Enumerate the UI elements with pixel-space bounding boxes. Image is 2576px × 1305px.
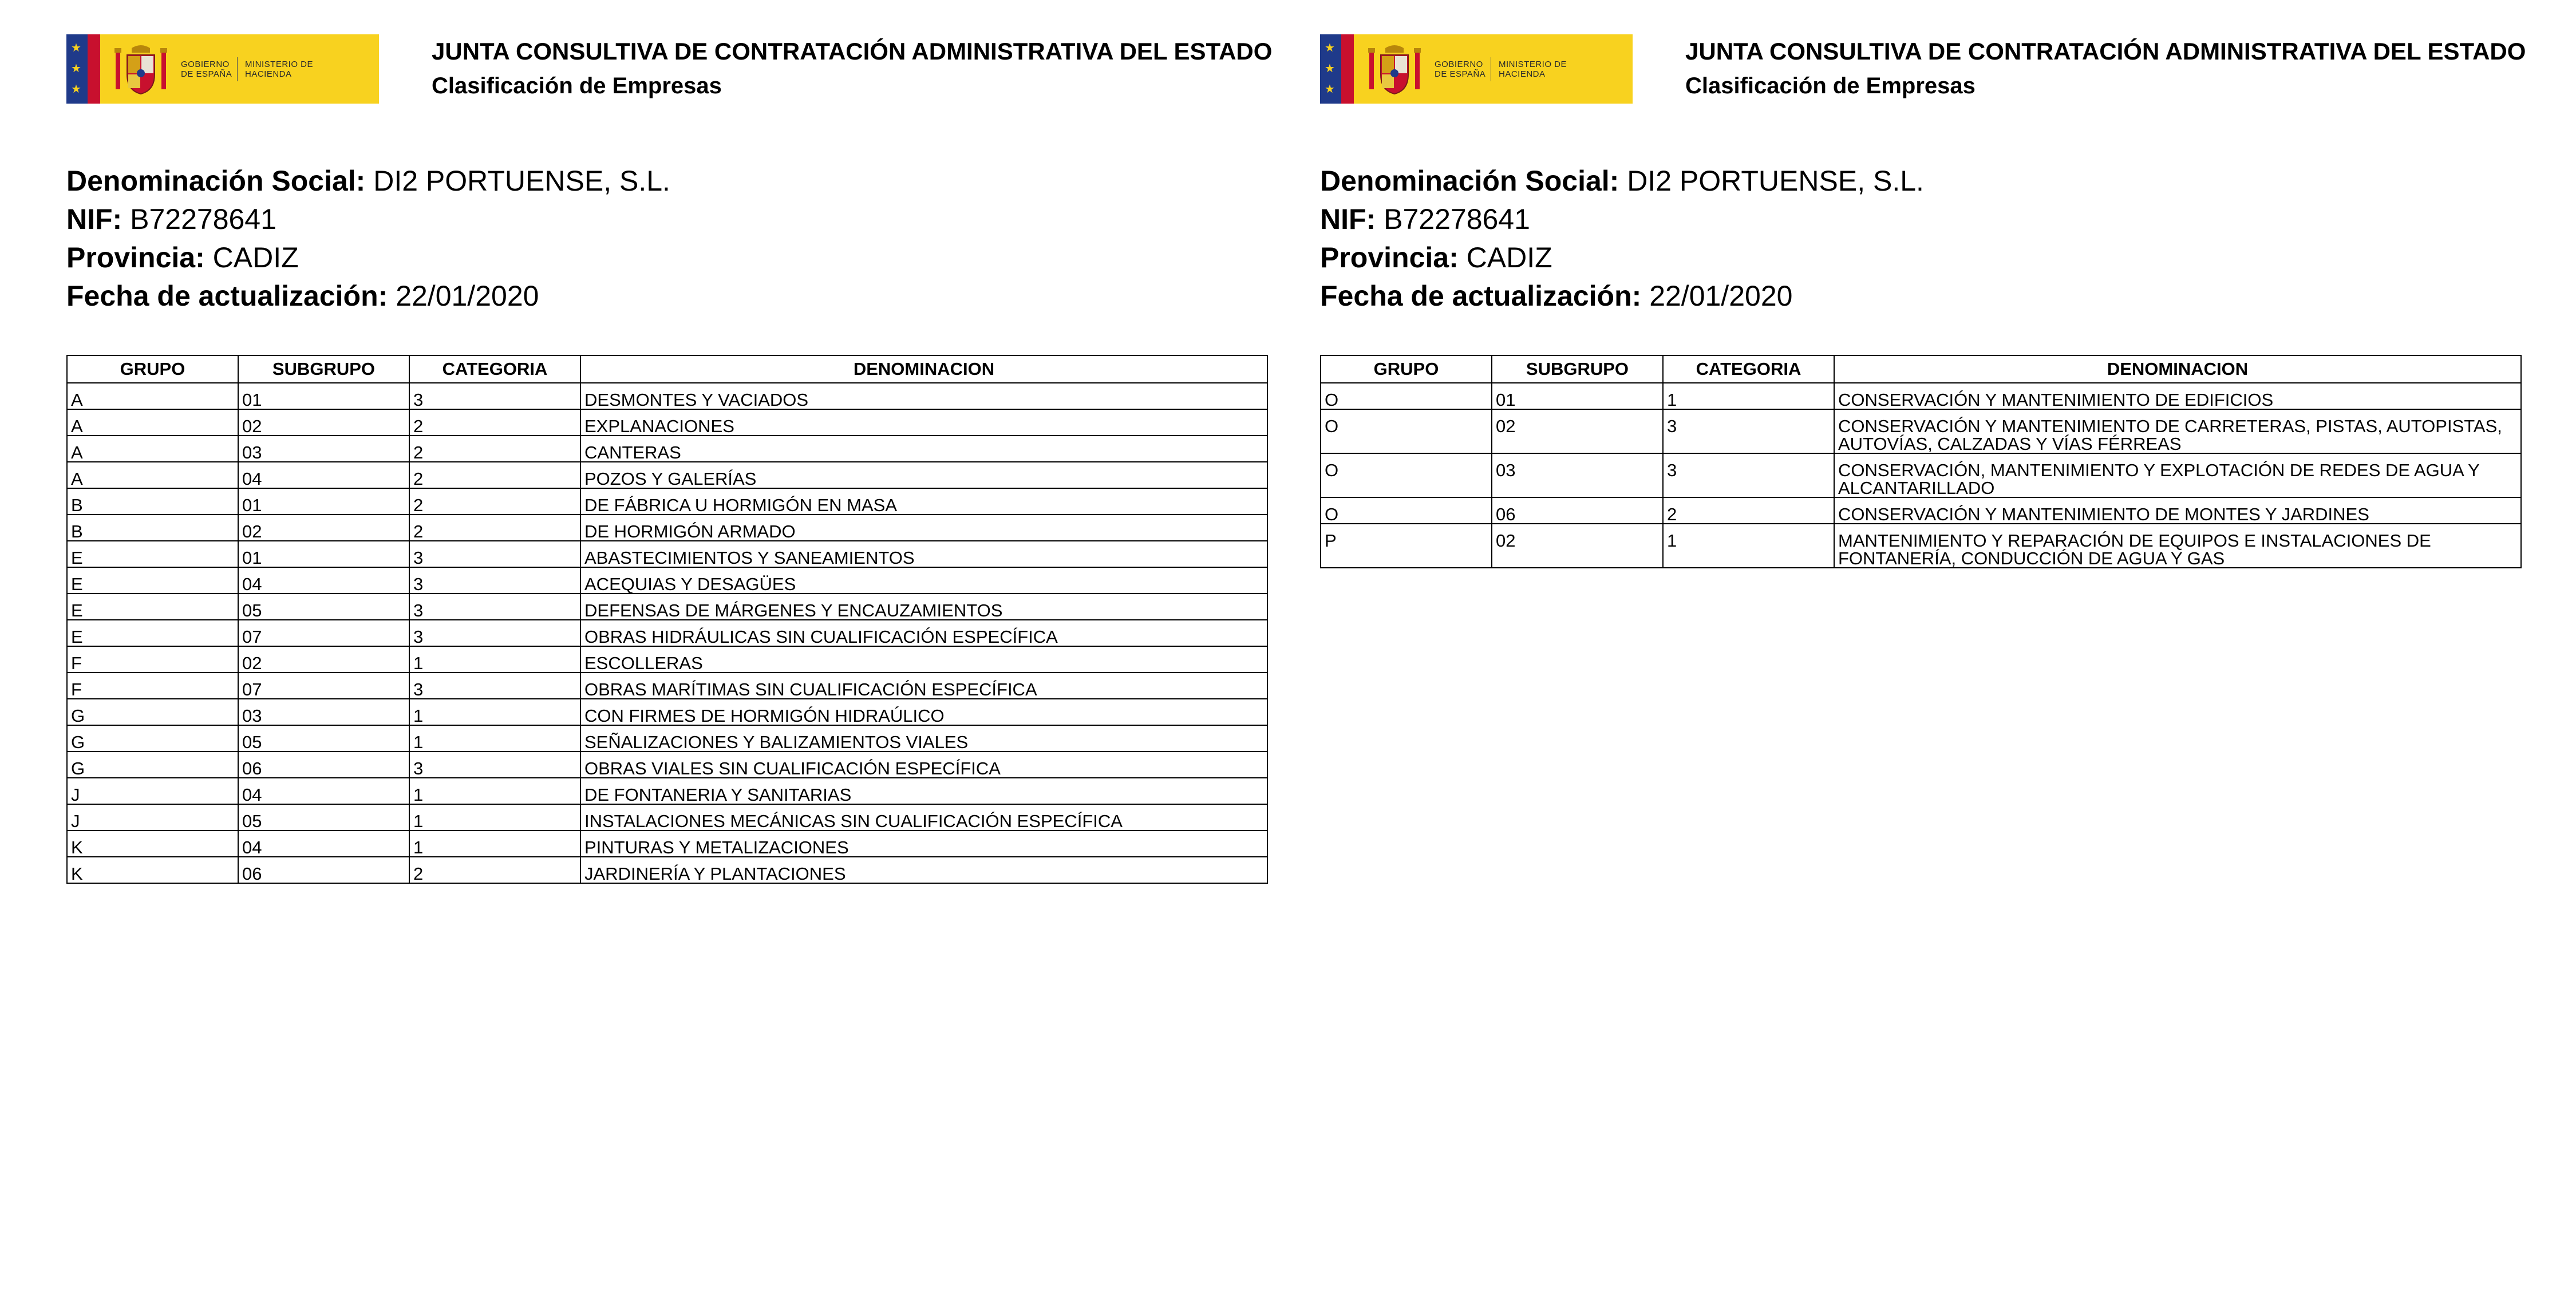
cell-grupo: F: [67, 673, 238, 699]
nif-label: NIF:: [66, 203, 123, 235]
cell-subgrupo: 07: [238, 673, 409, 699]
cell-categoria: 3: [409, 541, 580, 567]
cell-denominacion: OBRAS HIDRÁULICAS SIN CUALIFICACIÓN ESPECÍFICA: [580, 620, 1267, 646]
cell-denominacion: PINTURAS Y METALIZACIONES: [580, 831, 1267, 857]
denominacion-label: Denominación Social:: [66, 165, 366, 197]
header-categoria: CATEGORIA: [1663, 355, 1834, 383]
classification-table: [66, 355, 1268, 884]
cell-denominacion: EXPLANACIONES: [580, 409, 1267, 436]
logo-text-gobierno: GOBIERNO DE ESPAÑA: [181, 60, 232, 79]
cell-categoria: 1: [409, 831, 580, 857]
denominacion-value: DI2 PORTUENSE, S.L.: [1627, 165, 1924, 197]
cell-grupo: O: [1321, 383, 1492, 409]
cell-subgrupo: 06: [1492, 497, 1663, 524]
cell-subgrupo: 02: [1492, 524, 1663, 568]
organization-title: JUNTA CONSULTIVA DE CONTRATACIÓN ADMINISTRATIVA DEL ESTADO: [1685, 38, 2526, 65]
nif-label: NIF:: [1320, 203, 1376, 235]
cell-categoria: 3: [409, 594, 580, 620]
table-row: [67, 383, 1267, 409]
header-grupo: GRUPO: [67, 355, 238, 383]
cell-denominacion: DE FONTANERIA Y SANITARIAS: [580, 778, 1267, 804]
cell-grupo: E: [67, 594, 238, 620]
table-row: [67, 857, 1267, 883]
cell-categoria: 2: [409, 515, 580, 541]
table-row: [1321, 453, 2521, 497]
table-row: [67, 725, 1267, 752]
cell-denominacion: DE FÁBRICA U HORMIGÓN EN MASA: [580, 488, 1267, 515]
cell-categoria: 1: [409, 778, 580, 804]
cell-subgrupo: 03: [1492, 453, 1663, 497]
cell-categoria: 3: [409, 383, 580, 409]
document-page-2: [1320, 0, 2574, 1305]
cell-grupo: G: [67, 752, 238, 778]
cell-subgrupo: 04: [238, 462, 409, 488]
page-header: [1320, 34, 2574, 105]
nif-value: B72278641: [130, 203, 276, 235]
provincia-row: [66, 239, 670, 277]
table-row: [1321, 497, 2521, 524]
cell-subgrupo: 01: [238, 383, 409, 409]
coat-of-arms-icon: [113, 42, 168, 96]
logo-text-gobierno: GOBIERNO DE ESPAÑA: [1435, 60, 1486, 79]
nif-row: [1320, 200, 1924, 239]
table-row: [67, 541, 1267, 567]
header-categoria: CATEGORIA: [409, 355, 580, 383]
spain-flag-bar: [88, 34, 100, 104]
fecha-row: [1320, 277, 1924, 315]
cell-denominacion: CON FIRMES DE HORMIGÓN HIDRAÚLICO: [580, 699, 1267, 725]
cell-denominacion: DE HORMIGÓN ARMADO: [580, 515, 1267, 541]
cell-denominacion: ABASTECIMIENTOS Y SANEAMIENTOS: [580, 541, 1267, 567]
cell-subgrupo: 04: [238, 778, 409, 804]
provincia-value: CADIZ: [1466, 242, 1552, 274]
provincia-value: CADIZ: [212, 242, 299, 274]
cell-denominacion: CONSERVACIÓN Y MANTENIMIENTO DE MONTES Y JARDINES: [1834, 497, 2521, 524]
cell-denominacion: MANTENIMIENTO Y REPARACIÓN DE EQUIPOS E INSTALACIONES DE FONTANERÍA, CONDUCCIÓN DE AGUA Y GAS: [1834, 524, 2521, 568]
fecha-label: Fecha de actualización:: [66, 280, 388, 312]
cell-denominacion: OBRAS VIALES SIN CUALIFICACIÓN ESPECÍFICA: [580, 752, 1267, 778]
cell-categoria: 2: [409, 488, 580, 515]
star-icon: ★: [1325, 83, 1335, 96]
cell-subgrupo: 02: [238, 646, 409, 673]
cell-categoria: 3: [409, 752, 580, 778]
header-subgrupo: SUBGRUPO: [238, 355, 409, 383]
table-row: [67, 752, 1267, 778]
cell-grupo: K: [67, 857, 238, 883]
cell-denominacion: ESCOLLERAS: [580, 646, 1267, 673]
table-row: [67, 699, 1267, 725]
table-row: [1321, 524, 2521, 568]
spain-flag-bar: [1341, 34, 1354, 104]
cell-subgrupo: 01: [238, 488, 409, 515]
cell-grupo: A: [67, 383, 238, 409]
header-denominacion: DENOMINACION: [1834, 355, 2521, 383]
cell-grupo: J: [67, 804, 238, 831]
cell-categoria: 2: [409, 436, 580, 462]
page-subtitle: Clasificación de Empresas: [1685, 73, 1976, 98]
fecha-row: [66, 277, 670, 315]
provincia-label: Provincia:: [66, 242, 205, 274]
cell-categoria: 3: [409, 620, 580, 646]
cell-grupo: B: [67, 488, 238, 515]
cell-denominacion: SEÑALIZACIONES Y BALIZAMIENTOS VIALES: [580, 725, 1267, 752]
star-icon: ★: [71, 42, 81, 54]
cell-grupo: E: [67, 541, 238, 567]
cell-subgrupo: 02: [238, 515, 409, 541]
cell-denominacion: DESMONTES Y VACIADOS: [580, 383, 1267, 409]
cell-denominacion: OBRAS MARÍTIMAS SIN CUALIFICACIÓN ESPECÍFICA: [580, 673, 1267, 699]
star-icon: ★: [1325, 42, 1335, 54]
cell-categoria: 1: [409, 699, 580, 725]
cell-grupo: G: [67, 699, 238, 725]
table-row: [67, 409, 1267, 436]
cell-subgrupo: 03: [238, 699, 409, 725]
eu-flag-bar: [66, 34, 88, 104]
organization-title: JUNTA CONSULTIVA DE CONTRATACIÓN ADMINISTRATIVA DEL ESTADO: [432, 38, 1273, 65]
cell-subgrupo: 06: [238, 752, 409, 778]
cell-categoria: 1: [409, 725, 580, 752]
cell-subgrupo: 05: [238, 725, 409, 752]
eu-flag-bar: [1320, 34, 1341, 104]
table-header-row: [1321, 355, 2521, 383]
cell-grupo: A: [67, 409, 238, 436]
cell-denominacion: JARDINERÍA Y PLANTACIONES: [580, 857, 1267, 883]
cell-denominacion: CONSERVACIÓN, MANTENIMIENTO Y EXPLOTACIÓN DE REDES DE AGUA Y ALCANTARILLADO: [1834, 453, 2521, 497]
cell-grupo: E: [67, 567, 238, 594]
cell-subgrupo: 05: [238, 804, 409, 831]
denominacion-value: DI2 PORTUENSE, S.L.: [373, 165, 670, 197]
cell-categoria: 1: [409, 646, 580, 673]
table-row: [67, 831, 1267, 857]
cell-grupo: F: [67, 646, 238, 673]
table-row: [67, 673, 1267, 699]
cell-subgrupo: 05: [238, 594, 409, 620]
cell-grupo: K: [67, 831, 238, 857]
cell-grupo: J: [67, 778, 238, 804]
cell-categoria: 1: [1663, 383, 1834, 409]
cell-subgrupo: 07: [238, 620, 409, 646]
cell-subgrupo: 01: [1492, 383, 1663, 409]
table-row: [67, 462, 1267, 488]
cell-categoria: 1: [1663, 524, 1834, 568]
cell-categoria: 1: [409, 804, 580, 831]
document-page-1: [66, 0, 1320, 1305]
table-row: [67, 567, 1267, 594]
cell-subgrupo: 01: [238, 541, 409, 567]
header-subgrupo: SUBGRUPO: [1492, 355, 1663, 383]
gobierno-logo: [66, 34, 379, 104]
table-row: [67, 620, 1267, 646]
cell-denominacion: DEFENSAS DE MÁRGENES Y ENCAUZAMIENTOS: [580, 594, 1267, 620]
fecha-label: Fecha de actualización:: [1320, 280, 1642, 312]
table-row: [1321, 409, 2521, 453]
cell-subgrupo: 02: [238, 409, 409, 436]
cell-denominacion: POZOS Y GALERÍAS: [580, 462, 1267, 488]
provincia-label: Provincia:: [1320, 242, 1459, 274]
company-info: [66, 162, 670, 315]
cell-denominacion: CONSERVACIÓN Y MANTENIMIENTO DE EDIFICIOS: [1834, 383, 2521, 409]
denominacion-row: [66, 162, 670, 200]
header-grupo: GRUPO: [1321, 355, 1492, 383]
nif-value: B72278641: [1384, 203, 1530, 235]
nif-row: [66, 200, 670, 239]
table-row: [67, 594, 1267, 620]
cell-categoria: 2: [409, 409, 580, 436]
denominacion-row: [1320, 162, 1924, 200]
cell-grupo: A: [67, 436, 238, 462]
company-info: [1320, 162, 1924, 315]
fecha-value: 22/01/2020: [1649, 280, 1793, 312]
star-icon: ★: [1325, 62, 1335, 75]
classification-table: [1320, 355, 2522, 568]
table-row: [67, 646, 1267, 673]
gobierno-logo: [1320, 34, 1633, 104]
cell-subgrupo: 04: [238, 567, 409, 594]
logo-text-ministerio: MINISTERIO DE HACIENDA: [245, 60, 314, 79]
table-row: [67, 488, 1267, 515]
table-row: [67, 778, 1267, 804]
cell-subgrupo: 06: [238, 857, 409, 883]
page-subtitle: Clasificación de Empresas: [432, 73, 722, 98]
cell-grupo: P: [1321, 524, 1492, 568]
cell-grupo: E: [67, 620, 238, 646]
cell-denominacion: CANTERAS: [580, 436, 1267, 462]
table-row: [67, 436, 1267, 462]
cell-subgrupo: 04: [238, 831, 409, 857]
table-header-row: [67, 355, 1267, 383]
logo-text-ministerio: MINISTERIO DE HACIENDA: [1499, 60, 1567, 79]
logo-divider: [237, 57, 238, 81]
cell-grupo: O: [1321, 409, 1492, 453]
cell-grupo: O: [1321, 497, 1492, 524]
cell-denominacion: CONSERVACIÓN Y MANTENIMIENTO DE CARRETERAS, PISTAS, AUTOPISTAS, AUTOVÍAS, CALZADAS Y VÍAS FÉRREAS: [1834, 409, 2521, 453]
cell-categoria: 2: [1663, 497, 1834, 524]
table-row: [67, 515, 1267, 541]
cell-categoria: 2: [409, 462, 580, 488]
cell-denominacion: INSTALACIONES MECÁNICAS SIN CUALIFICACIÓN ESPECÍFICA: [580, 804, 1267, 831]
header-denominacion: DENOMINACION: [580, 355, 1267, 383]
denominacion-label: Denominación Social:: [1320, 165, 1619, 197]
cell-grupo: G: [67, 725, 238, 752]
star-icon: ★: [71, 83, 81, 96]
coat-of-arms-icon: [1367, 42, 1422, 96]
page-header: [66, 34, 1320, 105]
cell-categoria: 3: [409, 673, 580, 699]
cell-grupo: B: [67, 515, 238, 541]
cell-subgrupo: 03: [238, 436, 409, 462]
cell-categoria: 2: [409, 857, 580, 883]
provincia-row: [1320, 239, 1924, 277]
table-row: [1321, 383, 2521, 409]
cell-categoria: 3: [409, 567, 580, 594]
cell-grupo: O: [1321, 453, 1492, 497]
fecha-value: 22/01/2020: [396, 280, 539, 312]
cell-grupo: A: [67, 462, 238, 488]
cell-categoria: 3: [1663, 453, 1834, 497]
table-row: [67, 804, 1267, 831]
cell-subgrupo: 02: [1492, 409, 1663, 453]
cell-denominacion: ACEQUIAS Y DESAGÜES: [580, 567, 1267, 594]
cell-categoria: 3: [1663, 409, 1834, 453]
star-icon: ★: [71, 62, 81, 75]
